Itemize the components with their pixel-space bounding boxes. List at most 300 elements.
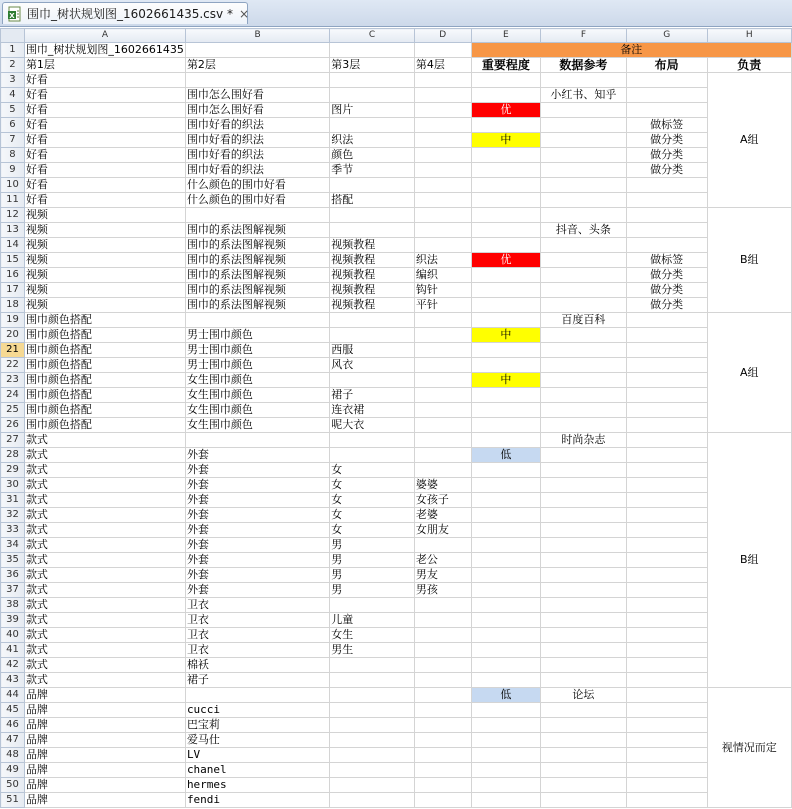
cell-b[interactable] (185, 208, 329, 223)
cell-c[interactable]: 搭配 (330, 193, 415, 208)
column-header-h[interactable]: H (707, 29, 791, 43)
spreadsheet-grid[interactable] (0, 28, 792, 808)
cell-a[interactable]: 款式 (24, 478, 185, 493)
cell-a[interactable]: 围巾颜色搭配 (24, 418, 185, 433)
cell-f[interactable] (541, 763, 627, 778)
cell-g[interactable] (626, 748, 707, 763)
cell-a[interactable]: 品牌 (24, 778, 185, 793)
row-header[interactable]: 9 (1, 163, 25, 178)
cell-d[interactable]: 男友 (414, 568, 471, 583)
cell-a[interactable]: 款式 (24, 553, 185, 568)
cell-b[interactable]: 围巾好看的织法 (185, 133, 329, 148)
cell-b[interactable]: 外套 (185, 448, 329, 463)
row-header[interactable]: 22 (1, 358, 25, 373)
cell-b[interactable]: hermes (185, 778, 329, 793)
cell-e[interactable] (471, 793, 540, 808)
cell-b[interactable] (185, 73, 329, 88)
column-header-g[interactable]: G (626, 29, 707, 43)
cell-f[interactable] (541, 583, 627, 598)
cell-d[interactable] (414, 538, 471, 553)
cell-c[interactable]: 织法 (330, 133, 415, 148)
cell-b[interactable]: 什么颜色的围巾好看 (185, 193, 329, 208)
cell-c[interactable]: 儿童 (330, 613, 415, 628)
cell-b[interactable]: 围巾好看的织法 (185, 148, 329, 163)
cell-f[interactable] (541, 268, 627, 283)
cell-a[interactable]: 款式 (24, 673, 185, 688)
cell-f[interactable] (541, 748, 627, 763)
cell-a[interactable]: 好看 (24, 178, 185, 193)
cell-h[interactable]: 负责 (707, 58, 791, 73)
cell-e[interactable] (471, 148, 540, 163)
cell-b[interactable]: 围巾的系法图解视频 (185, 298, 329, 313)
row-header[interactable]: 8 (1, 148, 25, 163)
cell-d[interactable] (414, 763, 471, 778)
close-icon[interactable]: × (238, 6, 250, 21)
cell-f[interactable] (541, 178, 627, 193)
cell-g[interactable]: 做分类 (626, 148, 707, 163)
cell-c[interactable]: 男 (330, 568, 415, 583)
cell-c[interactable] (330, 433, 415, 448)
row-header[interactable]: 25 (1, 403, 25, 418)
cell-a[interactable]: 款式 (24, 463, 185, 478)
cell-b[interactable]: 外套 (185, 553, 329, 568)
cell-c[interactable]: 视频教程 (330, 253, 415, 268)
remarks-header-cell[interactable]: 备注 (471, 43, 791, 58)
cell-c[interactable]: 西服 (330, 343, 415, 358)
cell-b[interactable]: 外套 (185, 583, 329, 598)
cell-f[interactable] (541, 418, 627, 433)
cell-e[interactable] (471, 583, 540, 598)
cell-f[interactable] (541, 718, 627, 733)
cell-b[interactable]: 卫衣 (185, 628, 329, 643)
cell-e[interactable] (471, 673, 540, 688)
cell-g[interactable]: 做分类 (626, 268, 707, 283)
cell-g[interactable] (626, 778, 707, 793)
cell-f[interactable] (541, 493, 627, 508)
cell-b[interactable]: 男士围巾颜色 (185, 328, 329, 343)
cell-d[interactable] (414, 163, 471, 178)
cell-b[interactable]: 女生围巾颜色 (185, 373, 329, 388)
cell-f[interactable] (541, 523, 627, 538)
owner-group-cell[interactable]: 视情况而定 (707, 688, 791, 808)
cell-d[interactable] (414, 688, 471, 703)
cell-f[interactable] (541, 298, 627, 313)
cell-f[interactable] (541, 373, 627, 388)
cell-e[interactable] (471, 313, 540, 328)
cell-d[interactable] (414, 703, 471, 718)
cell-g[interactable] (626, 448, 707, 463)
cell-a[interactable]: 品牌 (24, 718, 185, 733)
cell-g[interactable] (626, 628, 707, 643)
cell-b[interactable]: 围巾的系法图解视频 (185, 283, 329, 298)
cell-c[interactable] (330, 373, 415, 388)
cell-f[interactable] (541, 778, 627, 793)
owner-group-cell[interactable]: B组 (707, 208, 791, 313)
cell-d[interactable] (414, 673, 471, 688)
cell-c[interactable]: 第3层 (330, 58, 415, 73)
row-header[interactable]: 10 (1, 178, 25, 193)
row-header[interactable]: 11 (1, 193, 25, 208)
cell-g[interactable] (626, 238, 707, 253)
row-header[interactable]: 19 (1, 313, 25, 328)
cell-f[interactable] (541, 508, 627, 523)
cell-f[interactable] (541, 403, 627, 418)
cell-e[interactable]: 中 (471, 373, 540, 388)
cell-b[interactable]: 外套 (185, 478, 329, 493)
cell-c[interactable]: 视频教程 (330, 268, 415, 283)
row-header[interactable]: 29 (1, 463, 25, 478)
cell-c[interactable] (330, 208, 415, 223)
cell-e[interactable] (471, 523, 540, 538)
cell-a[interactable]: 款式 (24, 613, 185, 628)
cell-g[interactable] (626, 643, 707, 658)
cell-g[interactable] (626, 178, 707, 193)
cell-e[interactable] (471, 418, 540, 433)
cell-c[interactable]: 呢大衣 (330, 418, 415, 433)
cell-a[interactable]: 品牌 (24, 703, 185, 718)
cell-c[interactable] (330, 703, 415, 718)
cell-g[interactable] (626, 568, 707, 583)
cell-f[interactable]: 时尚杂志 (541, 433, 627, 448)
cell-d[interactable]: 老婆 (414, 508, 471, 523)
cell-d[interactable] (414, 358, 471, 373)
cell-a[interactable]: 款式 (24, 448, 185, 463)
cell-f[interactable] (541, 238, 627, 253)
cell-e[interactable] (471, 223, 540, 238)
cell-a[interactable]: 围巾颜色搭配 (24, 313, 185, 328)
cell-d[interactable] (414, 418, 471, 433)
cell-g[interactable] (626, 703, 707, 718)
cell-d[interactable] (414, 793, 471, 808)
cell-a[interactable]: 第1层 (24, 58, 185, 73)
row-header[interactable]: 4 (1, 88, 25, 103)
cell-g[interactable] (626, 673, 707, 688)
cell-f[interactable] (541, 208, 627, 223)
select-all-corner[interactable] (1, 29, 25, 43)
cell-f[interactable] (541, 358, 627, 373)
cell-g[interactable] (626, 553, 707, 568)
cell-d[interactable] (414, 613, 471, 628)
cell-f[interactable] (541, 673, 627, 688)
cell-f[interactable] (541, 553, 627, 568)
cell-g[interactable] (626, 388, 707, 403)
cell-f[interactable] (541, 253, 627, 268)
cell-e[interactable] (471, 178, 540, 193)
cell-f[interactable]: 抖音、头条 (541, 223, 627, 238)
column-header-f[interactable]: F (541, 29, 627, 43)
cell-e[interactable] (471, 163, 540, 178)
cell-f[interactable] (541, 733, 627, 748)
cell-b[interactable]: 女生围巾颜色 (185, 388, 329, 403)
cell-d[interactable] (414, 448, 471, 463)
cell-a[interactable]: 品牌 (24, 748, 185, 763)
document-tab[interactable] (2, 2, 248, 24)
cell-c[interactable]: 裙子 (330, 388, 415, 403)
cell-d[interactable]: 女孩子 (414, 493, 471, 508)
cell-c[interactable]: 女生 (330, 628, 415, 643)
row-header[interactable]: 48 (1, 748, 25, 763)
cell-g[interactable] (626, 328, 707, 343)
owner-group-cell[interactable]: A组 (707, 73, 791, 208)
cell-e[interactable] (471, 268, 540, 283)
cell-c[interactable]: 男 (330, 553, 415, 568)
cell-d[interactable] (414, 658, 471, 673)
row-header[interactable]: 37 (1, 583, 25, 598)
row-header[interactable]: 24 (1, 388, 25, 403)
owner-group-cell[interactable]: B组 (707, 433, 791, 688)
cell-e[interactable]: 优 (471, 103, 540, 118)
cell-e[interactable]: 重要程度 (471, 58, 540, 73)
row-header[interactable]: 2 (1, 58, 25, 73)
cell-c[interactable] (330, 223, 415, 238)
cell-b[interactable]: 围巾怎么围好看 (185, 88, 329, 103)
cell-g[interactable] (626, 718, 707, 733)
row-header[interactable]: 43 (1, 673, 25, 688)
cell-f[interactable] (541, 133, 627, 148)
cell-c[interactable]: 视频教程 (330, 238, 415, 253)
cell-e[interactable] (471, 778, 540, 793)
cell-d[interactable] (414, 43, 471, 58)
cell-c[interactable]: 颜色 (330, 148, 415, 163)
cell-b[interactable]: 围巾的系法图解视频 (185, 223, 329, 238)
cell-a[interactable]: 视频 (24, 253, 185, 268)
row-header[interactable]: 40 (1, 628, 25, 643)
cell-c[interactable] (330, 118, 415, 133)
cell-e[interactable] (471, 343, 540, 358)
cell-c[interactable]: 女 (330, 478, 415, 493)
cell-g[interactable] (626, 763, 707, 778)
cell-g[interactable] (626, 613, 707, 628)
cell-g[interactable] (626, 793, 707, 808)
row-header[interactable]: 47 (1, 733, 25, 748)
cell-e[interactable] (471, 433, 540, 448)
cell-b[interactable]: LV (185, 748, 329, 763)
cell-f[interactable] (541, 163, 627, 178)
cell-a[interactable]: 好看 (24, 193, 185, 208)
cell-d[interactable] (414, 433, 471, 448)
cell-d[interactable]: 平针 (414, 298, 471, 313)
column-header-b[interactable]: B (185, 29, 329, 43)
cell-g[interactable]: 做标签 (626, 118, 707, 133)
cell-f[interactable] (541, 118, 627, 133)
cell-c[interactable] (330, 178, 415, 193)
cell-b[interactable] (185, 688, 329, 703)
cell-d[interactable]: 女朋友 (414, 523, 471, 538)
cell-c[interactable]: 女 (330, 508, 415, 523)
cell-g[interactable] (626, 343, 707, 358)
cell-g[interactable] (626, 523, 707, 538)
row-header[interactable]: 31 (1, 493, 25, 508)
cell-d[interactable]: 编织 (414, 268, 471, 283)
cell-c[interactable] (330, 688, 415, 703)
cell-d[interactable] (414, 133, 471, 148)
cell-e[interactable] (471, 718, 540, 733)
cell-e[interactable] (471, 193, 540, 208)
cell-f[interactable] (541, 628, 627, 643)
cell-e[interactable] (471, 118, 540, 133)
cell-f[interactable] (541, 478, 627, 493)
cell-a[interactable]: 好看 (24, 73, 185, 88)
cell-c[interactable] (330, 448, 415, 463)
cell-e[interactable] (471, 358, 540, 373)
row-header[interactable]: 1 (1, 43, 25, 58)
cell-f[interactable]: 数据参考 (541, 58, 627, 73)
cell-g[interactable] (626, 88, 707, 103)
cell-e[interactable] (471, 748, 540, 763)
cell-a[interactable]: 款式 (24, 493, 185, 508)
cell-a[interactable]: 款式 (24, 658, 185, 673)
cell-d[interactable] (414, 643, 471, 658)
cell-a[interactable]: 款式 (24, 628, 185, 643)
cell-f[interactable] (541, 643, 627, 658)
cell-a[interactable]: 围巾颜色搭配 (24, 403, 185, 418)
cell-g[interactable] (626, 223, 707, 238)
cell-a[interactable]: 品牌 (24, 793, 185, 808)
cell-f[interactable] (541, 598, 627, 613)
cell-a[interactable]: 围巾颜色搭配 (24, 343, 185, 358)
column-header-d[interactable]: D (414, 29, 471, 43)
cell-g[interactable]: 做分类 (626, 298, 707, 313)
cell-f[interactable] (541, 658, 627, 673)
cell-b[interactable]: 围巾好看的织法 (185, 163, 329, 178)
cell-e[interactable] (471, 478, 540, 493)
cell-a[interactable]: 围巾_树状规划图_1602661435 (25, 43, 184, 56)
cell-a[interactable]: 款式 (24, 433, 185, 448)
cell-b[interactable]: 外套 (185, 493, 329, 508)
cell-b[interactable]: chanel (185, 763, 329, 778)
cell-c[interactable] (330, 793, 415, 808)
cell-d[interactable] (414, 778, 471, 793)
cell-e[interactable] (471, 643, 540, 658)
cell-a[interactable]: 视频 (24, 298, 185, 313)
cell-b[interactable]: 卫衣 (185, 643, 329, 658)
cell-b[interactable]: 围巾好看的织法 (185, 118, 329, 133)
cell-d[interactable] (414, 193, 471, 208)
cell-b[interactable]: 围巾怎么围好看 (185, 103, 329, 118)
cell-a[interactable]: 品牌 (24, 733, 185, 748)
cell-f[interactable] (541, 538, 627, 553)
row-header[interactable]: 33 (1, 523, 25, 538)
cell-c[interactable]: 女 (330, 523, 415, 538)
cell-b[interactable]: 外套 (185, 568, 329, 583)
row-header[interactable]: 44 (1, 688, 25, 703)
cell-e[interactable] (471, 88, 540, 103)
cell-g[interactable] (626, 73, 707, 88)
cell-c[interactable]: 连衣裙 (330, 403, 415, 418)
cell-f[interactable] (541, 388, 627, 403)
cell-b[interactable]: 围巾的系法图解视频 (185, 253, 329, 268)
cell-f[interactable] (541, 463, 627, 478)
cell-g[interactable] (626, 208, 707, 223)
cell-a[interactable]: 款式 (24, 568, 185, 583)
cell-f[interactable] (541, 193, 627, 208)
cell-f[interactable] (541, 568, 627, 583)
row-header[interactable]: 41 (1, 643, 25, 658)
cell-a[interactable]: 款式 (24, 538, 185, 553)
cell-e[interactable] (471, 283, 540, 298)
cell-b[interactable]: 爱马仕 (185, 733, 329, 748)
row-header[interactable]: 7 (1, 133, 25, 148)
cell-e[interactable] (471, 763, 540, 778)
cell-a[interactable]: 视频 (24, 238, 185, 253)
cell-a[interactable]: 围巾颜色搭配 (24, 388, 185, 403)
cell-e[interactable]: 低 (471, 688, 540, 703)
cell-a[interactable]: 围巾颜色搭配 (24, 373, 185, 388)
cell-e[interactable] (471, 703, 540, 718)
cell-c[interactable] (330, 658, 415, 673)
cell-g[interactable] (626, 433, 707, 448)
row-header[interactable]: 39 (1, 613, 25, 628)
cell-b[interactable] (185, 43, 329, 58)
cell-c[interactable]: 男生 (330, 643, 415, 658)
cell-c[interactable] (330, 673, 415, 688)
row-header[interactable]: 20 (1, 328, 25, 343)
cell-e[interactable] (471, 598, 540, 613)
cell-g[interactable] (626, 403, 707, 418)
cell-e[interactable] (471, 628, 540, 643)
row-header[interactable]: 13 (1, 223, 25, 238)
cell-g[interactable]: 做标签 (626, 253, 707, 268)
cell-g[interactable] (626, 688, 707, 703)
cell-b[interactable]: 外套 (185, 508, 329, 523)
cell-b[interactable]: 第2层 (185, 58, 329, 73)
cell-e[interactable] (471, 553, 540, 568)
cell-d[interactable] (414, 223, 471, 238)
cell-f[interactable] (541, 793, 627, 808)
cell-c[interactable] (330, 598, 415, 613)
row-header[interactable]: 36 (1, 568, 25, 583)
cell-d[interactable] (414, 118, 471, 133)
cell-d[interactable]: 钩针 (414, 283, 471, 298)
cell-b[interactable]: 围巾的系法图解视频 (185, 238, 329, 253)
cell-a[interactable]: 好看 (24, 163, 185, 178)
cell-g[interactable] (626, 478, 707, 493)
cell-f[interactable] (541, 343, 627, 358)
cell-a[interactable]: 好看 (24, 118, 185, 133)
cell-d[interactable] (414, 103, 471, 118)
cell-c[interactable] (330, 733, 415, 748)
cell-g[interactable]: 做分类 (626, 133, 707, 148)
cell-c[interactable] (330, 718, 415, 733)
cell-c[interactable] (330, 778, 415, 793)
row-header[interactable]: 50 (1, 778, 25, 793)
cell-c[interactable] (330, 748, 415, 763)
row-header[interactable]: 3 (1, 73, 25, 88)
row-header[interactable]: 28 (1, 448, 25, 463)
cell-f[interactable]: 百度百科 (541, 313, 627, 328)
cell-b[interactable]: 卫衣 (185, 613, 329, 628)
cell-e[interactable] (471, 403, 540, 418)
cell-c[interactable]: 视频教程 (330, 283, 415, 298)
cell-d[interactable] (414, 208, 471, 223)
row-header[interactable]: 23 (1, 373, 25, 388)
row-header[interactable]: 26 (1, 418, 25, 433)
row-header[interactable]: 35 (1, 553, 25, 568)
cell-e[interactable] (471, 658, 540, 673)
cell-g[interactable] (626, 583, 707, 598)
column-header-a[interactable]: A (24, 29, 185, 43)
row-header[interactable]: 14 (1, 238, 25, 253)
cell-f[interactable] (541, 73, 627, 88)
cell-e[interactable] (471, 238, 540, 253)
cell-f[interactable] (541, 613, 627, 628)
cell-c[interactable]: 视频教程 (330, 298, 415, 313)
row-header[interactable]: 15 (1, 253, 25, 268)
cell-b[interactable]: 巴宝莉 (185, 718, 329, 733)
cell-b[interactable]: 外套 (185, 538, 329, 553)
cell-g[interactable] (626, 418, 707, 433)
row-header[interactable]: 45 (1, 703, 25, 718)
